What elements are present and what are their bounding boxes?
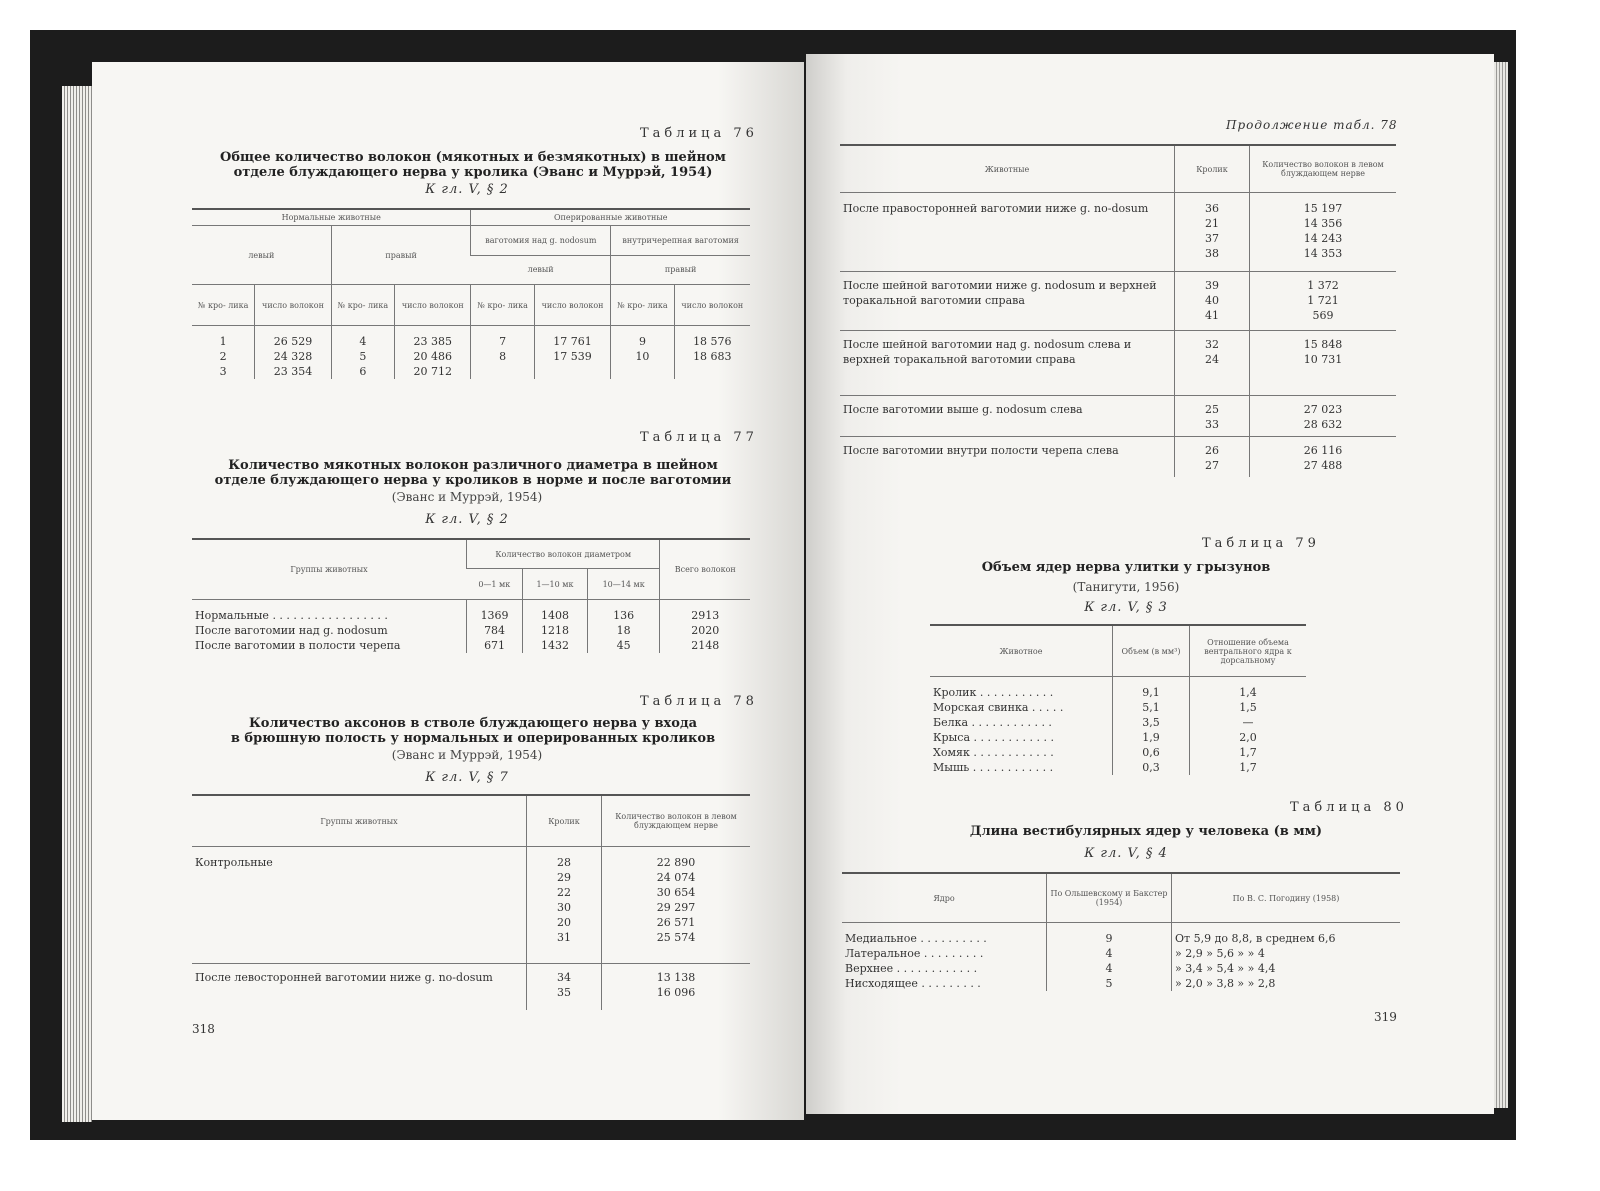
cell-value: 24 074 (656, 871, 696, 884)
table-cell: 1,7 (1190, 745, 1307, 760)
table-row (192, 600, 750, 624)
table-cell: 1,4 (1190, 677, 1307, 701)
table78-col-count: Количество волокон в левом блуждающем нерве (602, 795, 751, 847)
table76-left2: левый (471, 255, 611, 285)
table-cell: 5,1 (1113, 700, 1190, 715)
table-cell (1250, 272, 1397, 331)
cell-value: 28 632 (1303, 418, 1343, 431)
table-cell: » 3,4 » 5,4 » » 4,4 (1172, 961, 1401, 976)
table-cell (527, 847, 602, 964)
cell-value: 20 (557, 916, 571, 929)
table80-label: Таблица 80 (1290, 800, 1408, 815)
table-cell: Контрольные (195, 856, 273, 869)
table-cell (1250, 396, 1397, 437)
table-row (842, 923, 1400, 947)
table-cell (1175, 272, 1250, 331)
table-cell: 136 (587, 600, 660, 624)
cell-value: 26 116 (1303, 444, 1343, 457)
table-row (192, 964, 750, 1011)
table-cell: — (1190, 715, 1307, 730)
table76-col-fibers-1: число волокон (255, 285, 331, 326)
table76-group-normal: Нормальные животные (192, 209, 471, 226)
table-row (930, 715, 1306, 730)
cell-value: 34 (557, 971, 571, 984)
table76 (192, 208, 750, 379)
table-cell: После ваготомии над g. nodosum (195, 624, 388, 637)
continuation-label: Продолжение табл. 78 (1226, 118, 1398, 132)
table-cell (1250, 331, 1397, 396)
table-cell: 784 (467, 623, 523, 638)
cell-value: 33 (1205, 418, 1219, 431)
table78-ref: К гл. V, § 7 (425, 770, 509, 785)
cell-value: 21 (1205, 217, 1219, 230)
table-cell: 6 (331, 364, 394, 379)
table-cell: 2 (219, 350, 227, 363)
table-cell: После шейной ваготомии ниже g. nodosum и верхней торакальной ваготомии справа (840, 272, 1175, 331)
cell-value: 1 372 (1307, 279, 1339, 292)
page-number-left: 318 (192, 1022, 215, 1036)
table-cell: 20 712 (395, 364, 471, 379)
table-cell (527, 964, 602, 1011)
cell-value: 14 243 (1303, 232, 1343, 245)
cell-value: 22 890 (656, 856, 696, 869)
table-row (842, 946, 1400, 961)
table-cell: 2,0 (1190, 730, 1307, 745)
table76-ref: К гл. V, § 2 (425, 182, 509, 197)
table78c-col-count: Количество волокон в левом блуждающем нерве (1250, 145, 1397, 193)
cell-value: 37 (1205, 232, 1219, 245)
table-cell: 5 (331, 349, 394, 364)
table-cell: Мышь . . . . . . . . . . . . (933, 761, 1054, 774)
cell-value: 28 (557, 856, 571, 869)
table79-title: Объем ядер нерва улитки у грызунов (981, 560, 1271, 575)
table-row (192, 364, 750, 379)
cell-value: 41 (1205, 309, 1219, 322)
table-cell: 671 (467, 638, 523, 653)
cell-value: 31 (557, 931, 571, 944)
table-cell: 2148 (660, 638, 750, 653)
table76-left: левый (192, 226, 331, 285)
cell-value: 25 574 (656, 931, 696, 944)
table76-col-fibers-2: число волокон (395, 285, 471, 326)
table-cell (1175, 331, 1250, 396)
cell-value: 36 (1205, 202, 1219, 215)
table-cell: 5 (1047, 976, 1172, 991)
table-cell: 18 (587, 623, 660, 638)
table-cell (602, 847, 751, 964)
table76-col-no-3: № кро- лика (471, 285, 534, 326)
table-cell: Морская свинка . . . . . (933, 701, 1064, 714)
table76-col-fibers-3: число волокон (534, 285, 610, 326)
table-cell: 1432 (523, 638, 588, 653)
table77-ref: К гл. V, § 2 (425, 512, 509, 527)
table78c-col-animals: Животные (840, 145, 1175, 193)
table77-label: Таблица 77 (640, 430, 758, 445)
table76-label: Таблица 76 (640, 126, 758, 141)
table-row (930, 730, 1306, 745)
table-cell: 9,1 (1113, 677, 1190, 701)
table-cell: Хомяк . . . . . . . . . . . . (933, 746, 1054, 759)
cell-value: 29 (557, 871, 571, 884)
cell-value: 569 (1312, 309, 1334, 322)
table-cell: 4 (1047, 946, 1172, 961)
table-cell: 10 (611, 349, 674, 364)
table-cell: Кролик . . . . . . . . . . . (933, 686, 1054, 699)
table77-col-d3: 10—14 мк (587, 569, 660, 600)
table-cell: 2020 (660, 623, 750, 638)
table-row (840, 437, 1396, 478)
table-cell: Латеральное . . . . . . . . . (845, 947, 984, 960)
table76-vag-inside: внутричерепная ваготомия (611, 226, 750, 256)
table76-title (188, 150, 758, 180)
table80-col-pogodin: По В. С. Погодину (1958) (1172, 873, 1401, 923)
table-cell: » 2,9 » 5,6 » » 4 (1172, 946, 1401, 961)
table-cell: 20 486 (395, 349, 471, 364)
table78 (192, 794, 750, 1010)
cell-value: 39 (1205, 279, 1219, 292)
cell-value: 30 (557, 901, 571, 914)
table79-source: (Танигути, 1956) (1072, 580, 1180, 594)
table77-col-group: Группы животных (192, 539, 467, 600)
cell-value: 35 (557, 986, 571, 999)
table-row (842, 976, 1400, 991)
table-cell: 0,6 (1113, 745, 1190, 760)
table-row (930, 745, 1306, 760)
table79-label: Таблица 79 (1202, 536, 1320, 551)
cell-value: 24 (1205, 353, 1219, 366)
table76-right2: правый (611, 255, 750, 285)
table-row (840, 272, 1396, 331)
cell-value: 14 356 (1303, 217, 1343, 230)
table80 (842, 872, 1400, 991)
table-cell (674, 364, 750, 379)
table79-col-animal: Животное (930, 625, 1113, 677)
cell-value: 29 297 (656, 901, 696, 914)
cell-value: 40 (1205, 294, 1219, 307)
table-cell: После правосторонней ваготомии ниже g. no-dosum (843, 202, 1149, 215)
table78-source: (Эванс и Муррэй, 1954) (391, 748, 543, 762)
left-page-edges (62, 86, 92, 1122)
table79-col-volume: Объем (в мм³) (1113, 625, 1190, 677)
table79 (930, 624, 1306, 775)
table-cell: 3,5 (1113, 715, 1190, 730)
table-cell: 7 (471, 326, 534, 350)
table-cell (534, 364, 610, 379)
table-cell: Белка . . . . . . . . . . . . (933, 716, 1052, 729)
table-cell: Нормальные . . . . . . . . . . . . . . . . . (195, 609, 388, 622)
table-row (840, 396, 1396, 437)
table-cell: 18 576 (674, 326, 750, 350)
cell-value: 22 (557, 886, 571, 899)
table-cell: » 2,0 » 3,8 » » 2,8 (1172, 976, 1401, 991)
table-cell: Верхнее . . . . . . . . . . . . (845, 962, 978, 975)
table77-source: (Эванс и Муррэй, 1954) (391, 490, 543, 504)
cell-value: 26 (1205, 444, 1219, 457)
table78-continued (840, 144, 1396, 477)
table-row (192, 349, 750, 364)
cell-value: 38 (1205, 247, 1219, 260)
table-cell (1175, 437, 1250, 478)
table77-col-total: Всего волокон (660, 539, 750, 600)
table-cell: После ваготомии выше g. nodosum слева (840, 396, 1175, 437)
table76-col-no-4: № кро- лика (611, 285, 674, 326)
table-cell: 1,7 (1190, 760, 1307, 775)
table-row (930, 700, 1306, 715)
table-cell: 4 (331, 326, 394, 350)
table-cell: 23 385 (395, 326, 471, 350)
table76-col-no-1: № кро- лика (192, 285, 255, 326)
left-page (92, 62, 804, 1120)
table-row (930, 677, 1306, 701)
table-cell: 26 529 (255, 326, 331, 350)
table-cell: 3 (219, 365, 227, 378)
table-cell: 18 683 (674, 349, 750, 364)
table-cell: 8 (471, 349, 534, 364)
table77-title-line2: отделе блуждающего нерва у кроликов в норме и после ваготомии (214, 473, 732, 488)
table-cell (471, 364, 534, 379)
cell-value: 30 654 (656, 886, 696, 899)
table80-col-nucleus: Ядро (842, 873, 1047, 923)
table76-group-operated: Оперированные животные (471, 209, 750, 226)
cell-value: 13 138 (656, 971, 696, 984)
cell-value: 1 721 (1307, 294, 1339, 307)
table78c-col-rabbit: Кролик (1175, 145, 1250, 193)
table76-col-fibers-4: число волокон (674, 285, 750, 326)
table76-title-line1: Общее количество волокон (мякотных и безмякотных) в шейном (220, 150, 726, 165)
table-cell: 45 (587, 638, 660, 653)
table77-title (188, 458, 758, 488)
table-row (840, 193, 1396, 272)
table76-vag-above: ваготомия над g. nodosum (471, 226, 611, 256)
cell-value: 15 848 (1303, 338, 1343, 351)
table78-title-line2: в брюшную полость у нормальных и оперированных кроликов (230, 731, 716, 746)
table76-title-line2: отделе блуждающего нерва у кролика (Эванс и Муррэй, 1954) (233, 165, 713, 180)
table-cell: 17 761 (534, 326, 610, 350)
table80-title: Длина вестибулярных ядер у человека (в мм) (969, 824, 1323, 839)
table77-col-d1: 0—1 мк (467, 569, 523, 600)
table-cell: После левосторонней ваготомии ниже g. no-dosum (192, 964, 527, 1011)
table-cell (1250, 193, 1397, 272)
table-cell: После шейной ваготомии над g. nodosum слева и верхней торакальной ваготомии справа (840, 331, 1175, 396)
table77-col-count: Количество волокон диаметром (467, 539, 660, 569)
table-cell (1175, 396, 1250, 437)
table-cell (1175, 193, 1250, 272)
table-cell: 1408 (523, 600, 588, 624)
cell-value: 16 096 (656, 986, 696, 999)
table-cell: 23 354 (255, 364, 331, 379)
table78-title-line1: Количество аксонов в стволе блуждающего нерва у входа (248, 716, 698, 731)
table-row (192, 326, 750, 350)
table-cell: 4 (1047, 961, 1172, 976)
table-cell: Нисходящее . . . . . . . . . (845, 977, 981, 990)
page-number-right: 319 (1374, 1010, 1397, 1024)
table-cell: 9 (1047, 923, 1172, 947)
table-row (192, 638, 750, 653)
right-page-edges (1494, 62, 1508, 1108)
cell-value: 10 731 (1303, 353, 1343, 366)
table-row (840, 331, 1396, 396)
table79-col-ratio: Отношение объема вентрального ядра к дорсальному (1190, 625, 1307, 677)
table-cell: От 5,9 до 8,8, в среднем 6,6 (1172, 923, 1401, 947)
table-row (842, 961, 1400, 976)
table-cell (611, 364, 674, 379)
right-page (806, 54, 1494, 1114)
cell-value: 27 (1205, 459, 1219, 472)
table-cell: Медиальное . . . . . . . . . . (845, 932, 987, 945)
cell-value: 32 (1205, 338, 1219, 351)
table-cell: 1,9 (1113, 730, 1190, 745)
cell-value: 26 571 (656, 916, 696, 929)
table-row (192, 847, 750, 964)
table-cell: После ваготомии в полости черепа (195, 639, 401, 652)
table78-col-group: Группы животных (192, 795, 527, 847)
table76-col-no-2: № кро- лика (331, 285, 394, 326)
table77-col-d2: 1—10 мк (523, 569, 588, 600)
table-cell: 17 539 (534, 349, 610, 364)
table-cell: После ваготомии внутри полости черепа слева (840, 437, 1175, 478)
table80-col-olszewski: По Ольшевскому и Бакстер (1954) (1047, 873, 1172, 923)
table-cell: 1218 (523, 623, 588, 638)
table80-ref: К гл. V, § 4 (1084, 846, 1168, 861)
table77 (192, 538, 750, 653)
table77-title-line1: Количество мякотных волокон различного диаметра в шейном (228, 458, 718, 473)
table76-right: правый (331, 226, 471, 285)
cell-value: 27 023 (1303, 403, 1343, 416)
table-row (930, 760, 1306, 775)
table-cell: 1 (219, 335, 227, 348)
table78-col-rabbit: Кролик (527, 795, 602, 847)
table-row (192, 623, 750, 638)
table-cell: 9 (611, 326, 674, 350)
table-cell: 24 328 (255, 349, 331, 364)
cell-value: 14 353 (1303, 247, 1343, 260)
table78-label: Таблица 78 (640, 694, 758, 709)
table79-ref: К гл. V, § 3 (1084, 600, 1168, 615)
cell-value: 15 197 (1303, 202, 1343, 215)
table-cell: 0,3 (1113, 760, 1190, 775)
cell-value: 27 488 (1303, 459, 1343, 472)
table78-title (188, 716, 758, 746)
table-cell: Крыса . . . . . . . . . . . . (933, 731, 1054, 744)
table-cell (602, 964, 751, 1011)
cell-value: 25 (1205, 403, 1219, 416)
table-cell (1250, 437, 1397, 478)
table-cell: 2913 (660, 600, 750, 624)
table-cell: 1369 (467, 600, 523, 624)
table-cell: 1,5 (1190, 700, 1307, 715)
